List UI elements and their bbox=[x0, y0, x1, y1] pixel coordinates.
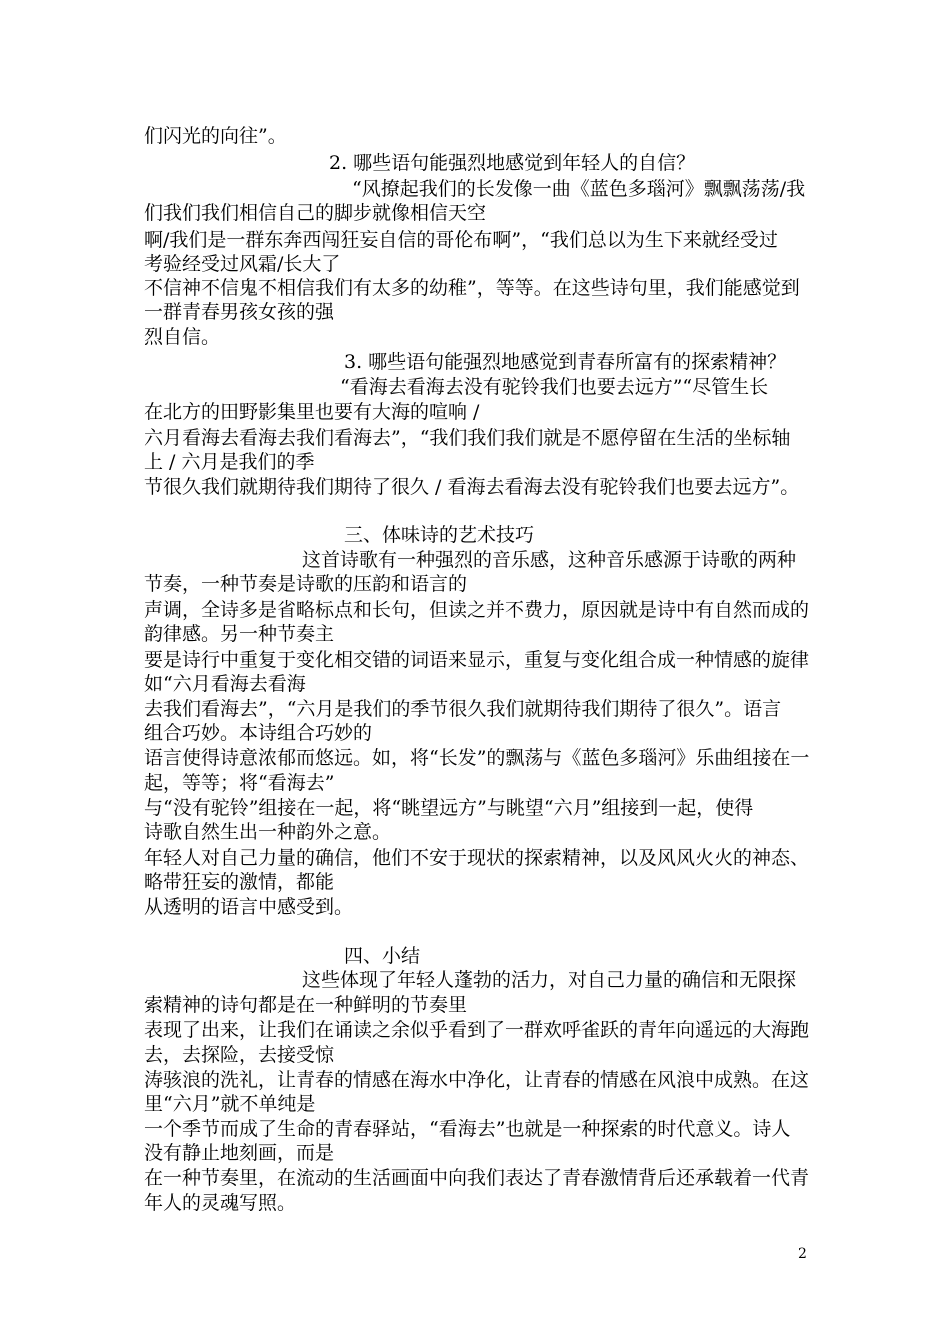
s3-line: 诗歌自然生出一种韵外之意。 bbox=[144, 821, 392, 843]
s3-line: 声调，全诗多是省略标点和长句，但读之并不费力，原因就是诗中有自然而成的 bbox=[144, 599, 810, 621]
s4-line: 里“六月”就不单纯是 bbox=[144, 1093, 316, 1115]
s4-line: 表现了出来，让我们在诵读之余似乎看到了一群欢呼雀跃的青年向遥远的大海跑 bbox=[144, 1019, 810, 1041]
s4-line: 索精神的诗句都是在一种鲜明的节奏里 bbox=[144, 994, 468, 1016]
s3-line: 从透明的语言中感受到。 bbox=[144, 896, 354, 918]
s4-line: 没有静止地刻画，而是 bbox=[144, 1142, 335, 1164]
q3-line: 六月看海去看海去我们看海去”，“我们我们我们就是不愿停留在生活的坐标轴 bbox=[144, 427, 791, 449]
s4-line: 年人的灵魂写照。 bbox=[144, 1192, 297, 1214]
section-4-heading: 四、小结 bbox=[344, 945, 421, 967]
q2-line: 不信神不信鬼不相信我们有太多的幼稚”，等等。在这些诗句里，我们能感觉到 bbox=[144, 277, 800, 299]
s4-line: 在一种节奏里，在流动的生活画面中向我们表达了青春激情背后还承载着一代青 bbox=[144, 1167, 810, 1189]
s3-line: 年轻人对自己力量的确信，他们不安于现状的探索精神，以及风风火火的神态、 bbox=[144, 847, 810, 869]
q3-line: 在北方的田野影集里也要有大海的喧响 / bbox=[144, 401, 480, 423]
page-number: 2 bbox=[798, 1246, 807, 1262]
q2-line: 们我们我们相信自己的脚步就像相信天空 bbox=[144, 202, 487, 224]
s3-line: 如“六月看海去看海 bbox=[144, 673, 306, 695]
s3-line: 去我们看海去”，“六月是我们的季节很久我们就期待我们期待了很久”。语言 bbox=[144, 698, 782, 720]
s3-line: 起，等等；将“看海去” bbox=[144, 772, 335, 794]
s3-line: 语言使得诗意浓郁而悠远。如，将“长发”的飘荡与《蓝色多瑙河》乐曲组接在一 bbox=[144, 747, 810, 769]
s3-line: 要是诗行中重复于变化相交错的词语来显示，重复与变化组合成一种情感的旋律 bbox=[144, 649, 810, 671]
s3-line: 韵律感。另一种节奏主 bbox=[144, 623, 335, 645]
q1-tail-line: 们闪光的向往”。 bbox=[144, 125, 287, 147]
s3-line: 略带狂妄的激情，都能 bbox=[144, 871, 335, 893]
q2-line: 啊/我们是一群东奔西闯狂妄自信的哥伦布啊”，“我们总以为生下来就经受过 bbox=[144, 229, 778, 251]
question-2: 2. 哪些语句能强烈地感觉到年轻人的自信？ bbox=[329, 152, 696, 174]
s3-line: 组合巧妙。本诗组合巧妙的 bbox=[144, 722, 373, 744]
q3-line: “看海去看海去没有驼铃我们也要去远方”“尽管生长 bbox=[340, 376, 769, 398]
section-3-heading: 三、体味诗的艺术技巧 bbox=[344, 524, 535, 546]
s4-line: 一个季节而成了生命的青春驿站，“看海去”也就是一种探索的时代意义。诗人 bbox=[144, 1118, 791, 1140]
q3-line: 上 / 六月是我们的季 bbox=[144, 451, 315, 473]
s3-line: 这首诗歌有一种强烈的音乐感，这种音乐感源于诗歌的两种 bbox=[302, 549, 797, 571]
question-3: 3. 哪些语句能强烈地感觉到青春所富有的探索精神？ bbox=[344, 351, 787, 373]
q2-line: 烈自信。 bbox=[144, 326, 221, 348]
q2-line: 考验经受过风霜/长大了 bbox=[144, 253, 341, 275]
q2-line: “风撩起我们的长发像一曲《蓝色多瑙河》飘飘荡荡/我 bbox=[352, 178, 806, 200]
s3-line: 与“没有驼铃”组接在一起，将“眺望远方”与眺望“六月”组接到一起，使得 bbox=[144, 797, 754, 819]
s4-line: 这些体现了年轻人蓬勃的活力，对自己力量的确信和无限探 bbox=[302, 969, 797, 991]
s4-line: 去，去探险，去接受惊 bbox=[144, 1044, 335, 1066]
s3-line: 节奏，一种节奏是诗歌的压韵和语言的 bbox=[144, 573, 468, 595]
q3-line: 节很久我们就期待我们期待了很久 / 看海去看海去没有驼铃我们也要去远方”。 bbox=[144, 476, 800, 498]
s4-line: 涛骇浪的洗礼，让青春的情感在海水中净化，让青春的情感在风浪中成熟。在这 bbox=[144, 1069, 810, 1091]
q2-line: 一群青春男孩女孩的强 bbox=[144, 301, 335, 323]
